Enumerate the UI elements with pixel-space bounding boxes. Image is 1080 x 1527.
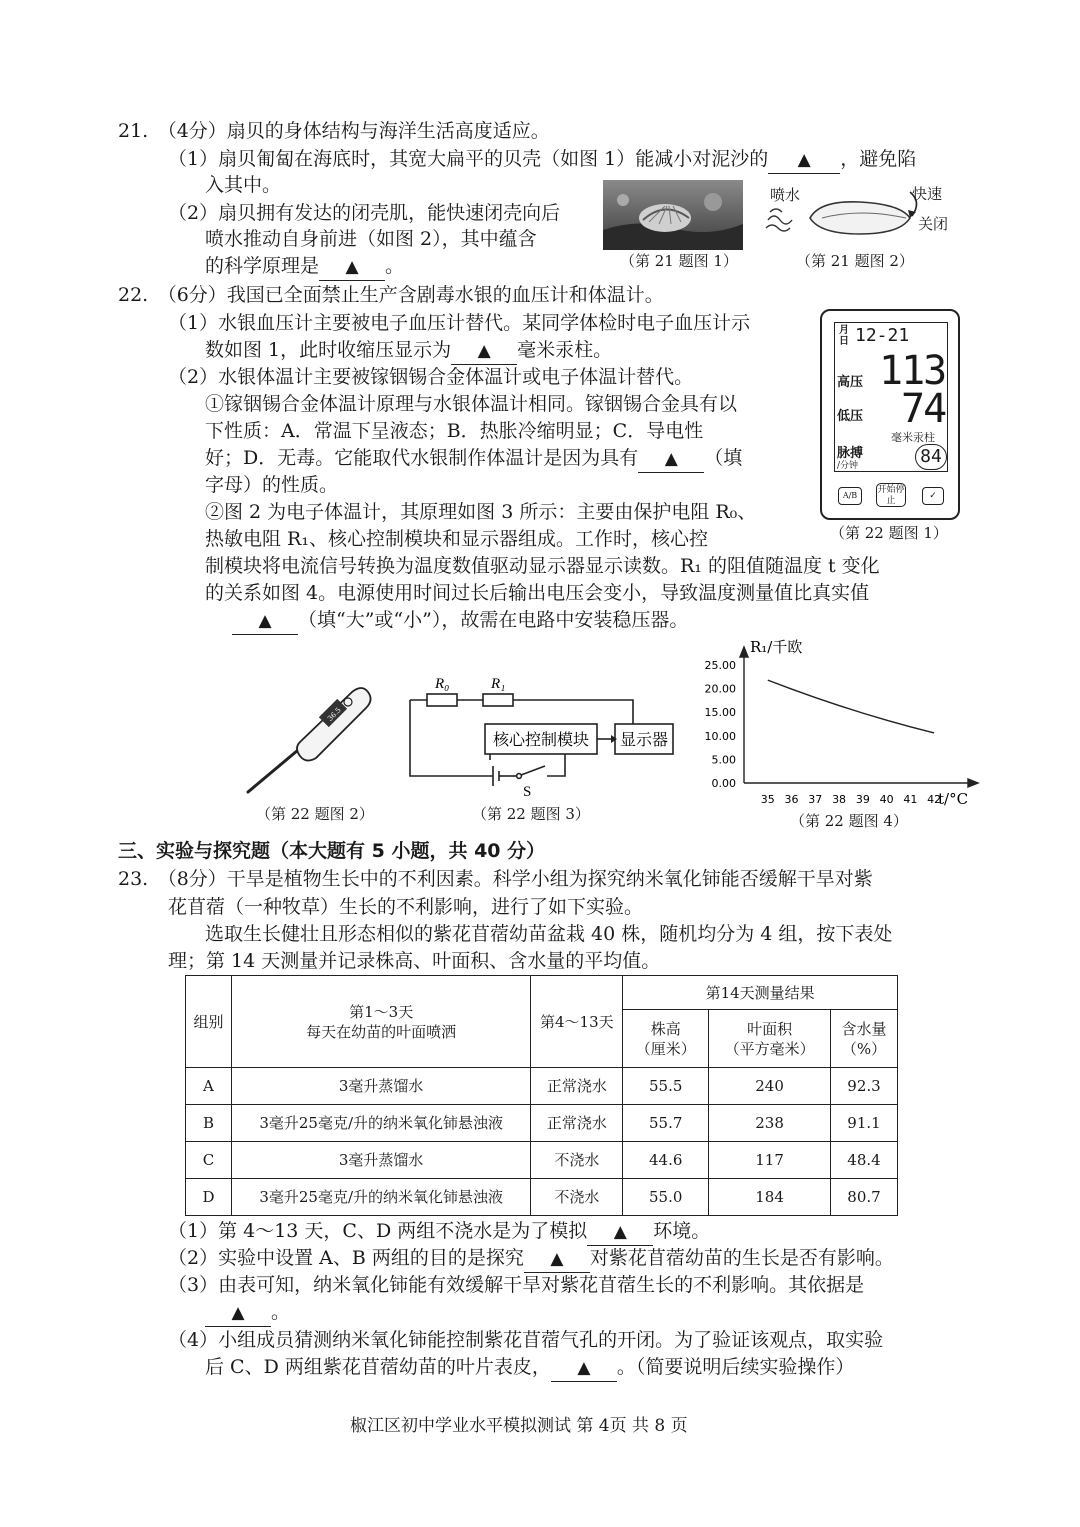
y-tick-label: 15.00 [704, 706, 736, 720]
answer-blank: ▲ [524, 1245, 590, 1273]
answer-blank: ▲ [205, 1299, 271, 1327]
experiment-table [185, 975, 898, 1216]
resistor-r1 [483, 694, 513, 706]
r1-curve [768, 680, 934, 733]
y-tick-label: 0.00 [711, 777, 736, 790]
start-stop-button[interactable]: 开始停止 [877, 485, 905, 506]
header-day14-results: 第14天测量结果 [623, 976, 898, 1010]
table-row: D 3毫升25毫克/升的纳米氧化铈悬浊液 不浇水 55.0 184 80.7 [186, 1179, 898, 1216]
x-tick-label: 38 [832, 793, 847, 806]
y-tick-label: 5.00 [711, 753, 736, 767]
label-fast: 快速 [912, 185, 943, 203]
q23-intro-line2: 理；第 14 天测量并记录株高、叶面积、含水量的平均值。 [168, 950, 661, 972]
q21-part1-text: （1）扇贝匍匐在海底时，其宽大扁平的贝壳（如图 1）能减小对泥沙的 [168, 148, 769, 170]
x-tick-label: 41 [903, 793, 918, 806]
q22-part3-line1: ①镓铟锡合金体温计原理与水银体温计相同。镓铟锡合金具有以 [205, 393, 738, 415]
table-row: B 3毫升25毫克/升的纳米氧化铈悬浊液 正常浇水 55.7 238 91.1 [186, 1105, 898, 1142]
switch-label: S [523, 784, 532, 798]
y-tick-label: 25.00 [704, 659, 736, 672]
answer-blank: ▲ [587, 1218, 653, 1246]
r1-label: R₁ [491, 676, 506, 692]
section-three-heading: 三、实验与探究题（本大题有 5 小题，共 40 分） [118, 840, 546, 862]
x-tick-label: 35 [760, 793, 775, 806]
monitor-screen [834, 322, 948, 472]
x-axis-arrow [968, 779, 978, 787]
resistor-r0 [427, 694, 457, 706]
q22-part4-line5: ▲ （填“大”或“小”），故需在电路中安装稳压器。 [232, 607, 688, 635]
q22-part2-line1: （2）水银体温计主要被镓铟锡合金体温计或电子体温计替代。 [168, 366, 694, 388]
pulse-label: 脉搏 [837, 446, 864, 461]
q21-fig1-caption: （第 21 题图 1） [620, 252, 738, 270]
high-pressure-value: 113 [879, 348, 946, 394]
y-tick-label: 20.00 [704, 682, 736, 696]
thermometer-display: 36.5 [326, 706, 343, 723]
q21-part2-line2: 喷水推动自身前进（如图 2），其中蕴含 [205, 228, 537, 250]
r1-temperature-chart [700, 636, 980, 814]
label-close: 关闭 [918, 215, 949, 233]
high-pressure-label: 高压 [837, 375, 864, 390]
q22-fig2-caption: （第 22 题图 2） [256, 805, 374, 823]
header-leaf-area: 叶面积 （平方毫米） [709, 1010, 831, 1068]
blood-pressure-monitor [820, 309, 960, 520]
y-axis-arrow [740, 647, 748, 657]
table-row: A 3毫升蒸馏水 正常浇水 55.5 240 92.3 [186, 1068, 898, 1105]
q23-sub4-line2: 后 C、D 两组紫花苜蓿幼苗的叶片表皮， ▲ 。（简要说明后续实验操作） [205, 1354, 854, 1382]
low-pressure-label: 低压 [837, 409, 864, 424]
q22-fig1-caption: （第 22 题图 1） [830, 524, 948, 542]
settings-button[interactable]: ✓ [922, 487, 944, 505]
q21-part1-line1 [168, 146, 916, 174]
y-tick-label: 10.00 [704, 729, 736, 743]
date-value: 12-21 [855, 325, 910, 346]
q23-sub1: （1）第 4～13 天，C、D 两组不浇水是为了模拟 ▲ 环境。 [168, 1218, 710, 1246]
low-pressure-value: 74 [901, 386, 946, 432]
answer-blank: ▲ [768, 146, 840, 174]
x-tick-label: 36 [784, 793, 799, 806]
q21-part2-line1: （2）扇贝拥有发达的闭壳肌，能快速闭壳向后 [168, 202, 561, 224]
pulse-value: 84 [915, 444, 947, 470]
header-day4-13: 第4～13天 [531, 976, 623, 1068]
ab-button[interactable]: A/B [838, 487, 862, 505]
electronic-thermometer [240, 678, 380, 798]
chart-y-label: R₁/千欧 [750, 638, 803, 656]
r0-label: R₀ [435, 676, 450, 692]
x-tick-label: 40 [879, 793, 894, 806]
q22-part4-line1: ②图 2 为电子体温计，其原理如图 3 所示：主要由保护电阻 R₀、 [205, 501, 757, 523]
q23-sub3-line2: ▲ 。 [205, 1299, 290, 1327]
answer-blank: ▲ [232, 607, 298, 635]
q23-intro-line1: 选取生长健壮且形态相似的紫花苜蓿幼苗盆栽 40 株，随机均分为 4 组，按下表处 [205, 923, 893, 945]
scallop-photo [603, 180, 743, 250]
pulse-unit: /分钟 [837, 461, 859, 471]
q21-heading: 21. （4分）扇贝的身体结构与海洋生活高度适应。 [118, 120, 550, 142]
q23-sub3-line1: （3）由表可知，纳米氧化铈能有效缓解干旱对紫花苜蓿生长的不利影响。其依据是 [168, 1274, 865, 1296]
circuit-diagram [405, 668, 695, 798]
q22-part1-line1: （1）水银血压计主要被电子血压计替代。某同学体检时电子血压计示 [168, 312, 751, 334]
chart-axes [744, 651, 974, 783]
q23-heading-line2: 花苜蓿（一种牧草）生长的不利影响，进行了如下实验。 [168, 896, 644, 918]
x-tick-label: 39 [855, 793, 870, 806]
header-day1-3: 第1～3天 每天在幼苗的叶面喷洒 [231, 976, 530, 1068]
header-height: 株高 （厘米） [623, 1010, 709, 1068]
q22-part3-line3: 好；D．无毒。它能取代水银制作体温计是因为具有 ▲ （填 [205, 445, 742, 473]
q22-part4-line2: 热敏电阻 R₁、核心控制模块和显示器组成。工作时，核心控 [205, 528, 708, 550]
q22-part3-line2: 下性质：A．常温下呈液态；B．热胀冷缩明显；C．导电性 [205, 420, 704, 442]
q22-heading: 22. （6分）我国已全面禁止生产含剧毒水银的血压计和体温计。 [118, 284, 664, 306]
q22-part4-line4: 的关系如图 4。电源使用时间过长后输出电压会变小，导致温度测量值比真实值 [205, 582, 870, 604]
answer-blank: ▲ [551, 1354, 617, 1382]
q21-fig2-caption: （第 21 题图 2） [796, 252, 914, 270]
q21-part2-line3: 的科学原理是 ▲ 。 [205, 253, 404, 281]
table-row: C 3毫升蒸馏水 不浇水 44.6 117 48.4 [186, 1142, 898, 1179]
date-label: 月日 [839, 325, 849, 347]
q23-sub2: （2）实验中设置 A、B 两组的目的是探究 ▲ 对紫花苜蓿幼苗的生长是否有影响。 [168, 1245, 894, 1273]
pressure-unit: 毫米汞柱 [891, 431, 935, 444]
q22-fig3-caption: （第 22 题图 3） [472, 805, 590, 823]
answer-blank: ▲ [319, 253, 385, 281]
q22-part3-line4: 字母）的性质。 [205, 474, 339, 496]
q23-sub4-line1: （4）小组成员猜测纳米氧化铈能控制紫花苜蓿气孔的开闭。为了验证该观点，取实验 [168, 1329, 884, 1351]
x-tick-label: 37 [808, 793, 823, 806]
core-module-label: 核心控制模块 [492, 730, 590, 749]
x-tick-label: 42 [927, 793, 942, 806]
answer-blank: ▲ [451, 337, 517, 365]
label-water-jet: 喷水 [770, 186, 801, 204]
page-footer: 椒江区初中学业水平模拟测试 第 4页 共 8 页 [350, 1416, 688, 1436]
q23-heading: 23. （8分）干旱是植物生长中的不利因素。科学小组为探究纳米氧化铈能否缓解干旱对紫 [118, 868, 873, 890]
header-water-content: 含水量 （%） [830, 1010, 897, 1068]
chart-x-label: t/°C [938, 790, 969, 808]
q21-part1-line2: 入其中。 [205, 174, 282, 196]
q22-part1-line2: 数如图 1，此时收缩压显示为 ▲ 毫米汞柱。 [205, 337, 612, 365]
q22-part4-line3: 制模块将电流信号转换为温度数值驱动显示器显示读数。R₁ 的阻值随温度 t 变化 [205, 555, 880, 577]
q22-fig4-caption: （第 22 题图 4） [790, 812, 908, 830]
q21-part1-text-end: ，避免陷 [840, 148, 917, 170]
header-group: 组别 [186, 976, 232, 1068]
answer-blank: ▲ [638, 445, 704, 473]
display-label: 显示器 [619, 730, 669, 749]
